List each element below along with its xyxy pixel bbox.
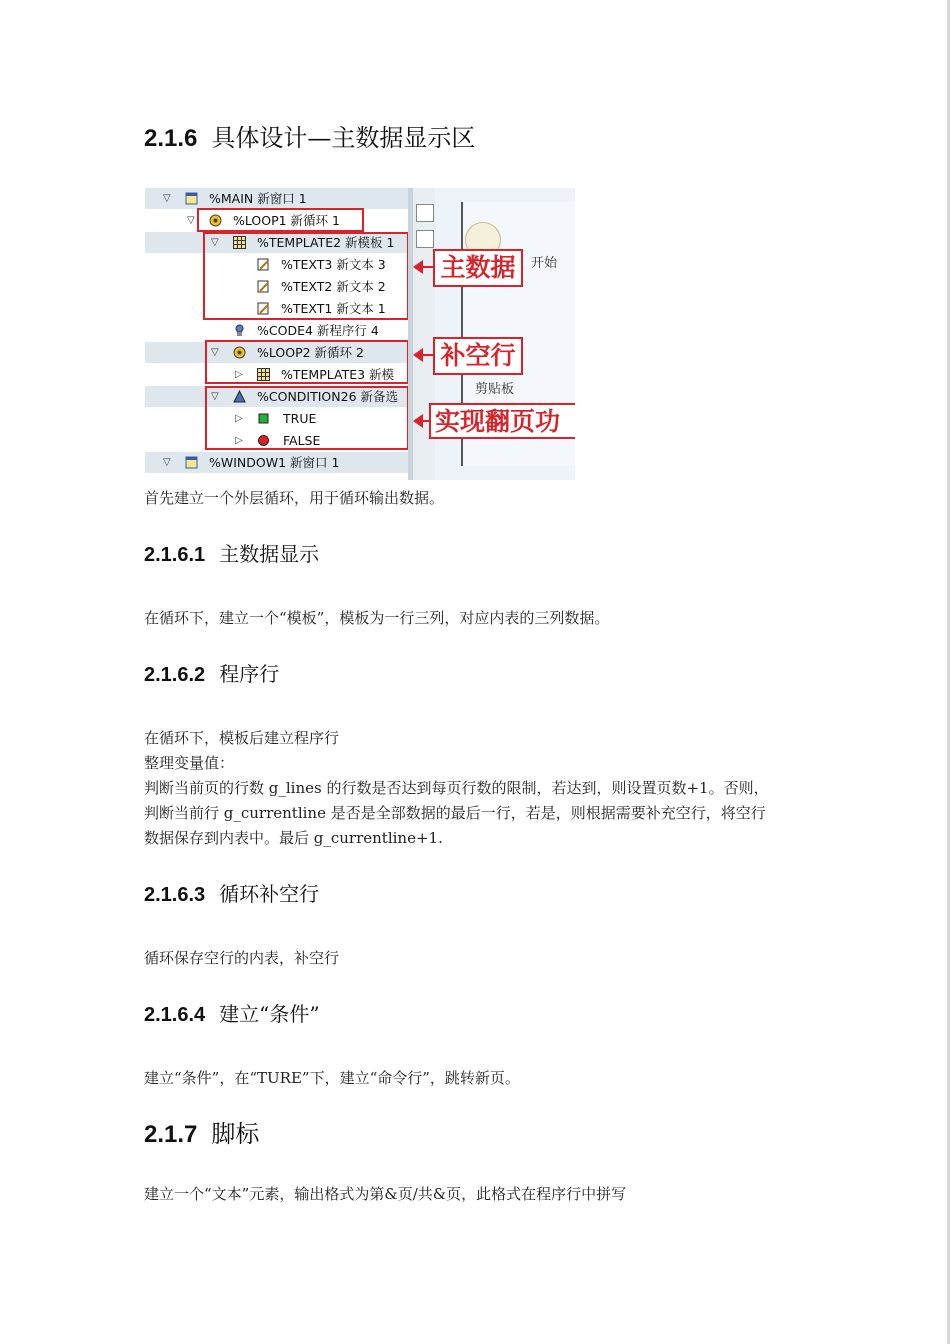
paragraph-line: 整理变量值： <box>144 754 235 772</box>
heading-text: 具体设计—主数据显示区 <box>211 124 476 152</box>
clipboard-group-label: 剪贴板 <box>475 382 515 397</box>
expand-triangle-icon[interactable]: ▽ <box>211 237 219 248</box>
heading-text: 建立“条件” <box>219 1002 320 1026</box>
paragraph-line: 判断当前行 g_currentline 是否是全部数据的最后一行，若是，则根据需要补充空行，将空行 <box>144 804 766 822</box>
tree-row-label: %MAIN 新窗口 1 <box>209 191 307 206</box>
collapsed-triangle-icon[interactable]: ▷ <box>235 369 243 380</box>
collapsed-triangle-icon[interactable]: ▷ <box>235 435 243 446</box>
tree-row-label: TRUE <box>283 411 317 426</box>
paragraph-2-1-6-1 <box>144 606 824 631</box>
heading-number: 2.1.6.1 <box>144 544 206 566</box>
caption-text: 首先建立一个外层循环，用于循环输出数据。 <box>144 489 445 507</box>
callout-page-turn: 实现翻页功 <box>429 403 575 439</box>
heading-text: 程序行 <box>219 662 280 686</box>
code-icon <box>233 324 246 337</box>
heading-text: 循环补空行 <box>219 882 320 906</box>
tree-row-label: %CONDITION26 新备选 <box>257 389 398 404</box>
tree-row-label: %TEMPLATE3 新模 <box>281 367 395 382</box>
template-highlight-box <box>203 232 409 320</box>
loop1-highlight-box <box>197 208 364 232</box>
paragraph-line: 在循环下，建立一个“模板”，模板为一行三列，对应内表的三列数据。 <box>144 609 610 627</box>
paragraph-2-1-6-2 <box>144 726 824 851</box>
heading-text: 主数据显示 <box>219 542 320 566</box>
heading-number: 2.1.6.3 <box>144 884 206 906</box>
paragraph-line: 在循环下，模板后建立程序行 <box>144 729 340 747</box>
paragraph-line: 判断当前页的行数 g_lines 的行数是否达到每页行数的限制，若达到，则设置页数+1。否则， <box>144 779 769 797</box>
copy-icon[interactable] <box>416 230 434 248</box>
callout-arrow-icon <box>413 348 423 362</box>
tree-row-label: %TEXT2 新文本 2 <box>281 279 386 294</box>
heading-number: 2.1.6.4 <box>144 1004 206 1026</box>
expand-triangle-icon[interactable]: ▽ <box>211 347 219 358</box>
tree-row-label: %TEXT3 新文本 3 <box>281 257 386 272</box>
heading-2-1-6 <box>144 118 475 153</box>
paragraph-line: 建立一个“文本”元素，输出格式为第&页/共&页，此格式在程序行中拼写 <box>144 1185 627 1203</box>
heading-2-1-6-4 <box>144 998 320 1027</box>
edit-icon[interactable] <box>416 204 434 222</box>
heading-number: 2.1.6.2 <box>144 664 206 686</box>
collapsed-triangle-icon[interactable]: ▷ <box>235 413 243 424</box>
heading-number: 2.1.7 <box>144 1121 198 1148</box>
paragraph-line: 建立“条件”，在“TURE”下，建立“命令行”，跳转新页。 <box>144 1069 520 1087</box>
heading-2-1-7 <box>144 1114 259 1149</box>
tree-row-label: %LOOP2 新循环 2 <box>257 345 364 360</box>
expand-triangle-icon[interactable]: ▽ <box>163 193 171 204</box>
smartforms-tree <box>145 188 408 480</box>
window-icon <box>185 456 198 469</box>
paragraph-line: 数据保存到内表中。最后 g_currentline+1. <box>144 829 443 847</box>
screenshot-figure <box>145 188 575 480</box>
paragraph-2-1-6-4 <box>144 1066 824 1091</box>
tree-row-label: %WINDOW1 新窗口 1 <box>209 455 340 470</box>
tree-row-label: %CODE4 新程序行 4 <box>257 323 379 338</box>
expand-triangle-icon[interactable]: ▽ <box>187 215 195 226</box>
tree-row-label: %LOOP1 新循环 1 <box>233 213 340 228</box>
tree-row[interactable] <box>145 452 408 473</box>
heading-2-1-6-1 <box>144 538 319 567</box>
tree-row[interactable] <box>145 320 408 341</box>
tree-row[interactable] <box>145 188 408 209</box>
loop2-highlight-box <box>205 340 409 384</box>
tree-row-label: %TEXT1 新文本 1 <box>281 301 386 316</box>
callout-fill-rows: 补空行 <box>433 337 523 375</box>
tree-row-label: FALSE <box>283 433 321 448</box>
heading-2-1-6-2 <box>144 658 279 687</box>
expand-triangle-icon[interactable]: ▽ <box>163 457 171 468</box>
tree-row-label: %TEMPLATE2 新模板 1 <box>257 235 395 250</box>
callout-arrow-icon <box>413 414 423 428</box>
paragraph-line: 循环保存空行的内表，补空行 <box>144 949 340 967</box>
figure-caption <box>144 486 824 511</box>
heading-2-1-6-3 <box>144 878 319 907</box>
callout-arrow-icon <box>413 260 423 274</box>
heading-number: 2.1.6 <box>144 125 198 152</box>
paragraph-2-1-7 <box>144 1182 824 1207</box>
paragraph-2-1-6-3 <box>144 946 824 971</box>
heading-text: 脚标 <box>211 1120 260 1148</box>
window-icon <box>185 192 198 205</box>
expand-triangle-icon[interactable]: ▽ <box>211 391 219 402</box>
tab-start[interactable]: 开始 <box>531 256 558 271</box>
callout-main-data: 主数据 <box>433 249 523 287</box>
condition-highlight-box <box>205 386 409 450</box>
